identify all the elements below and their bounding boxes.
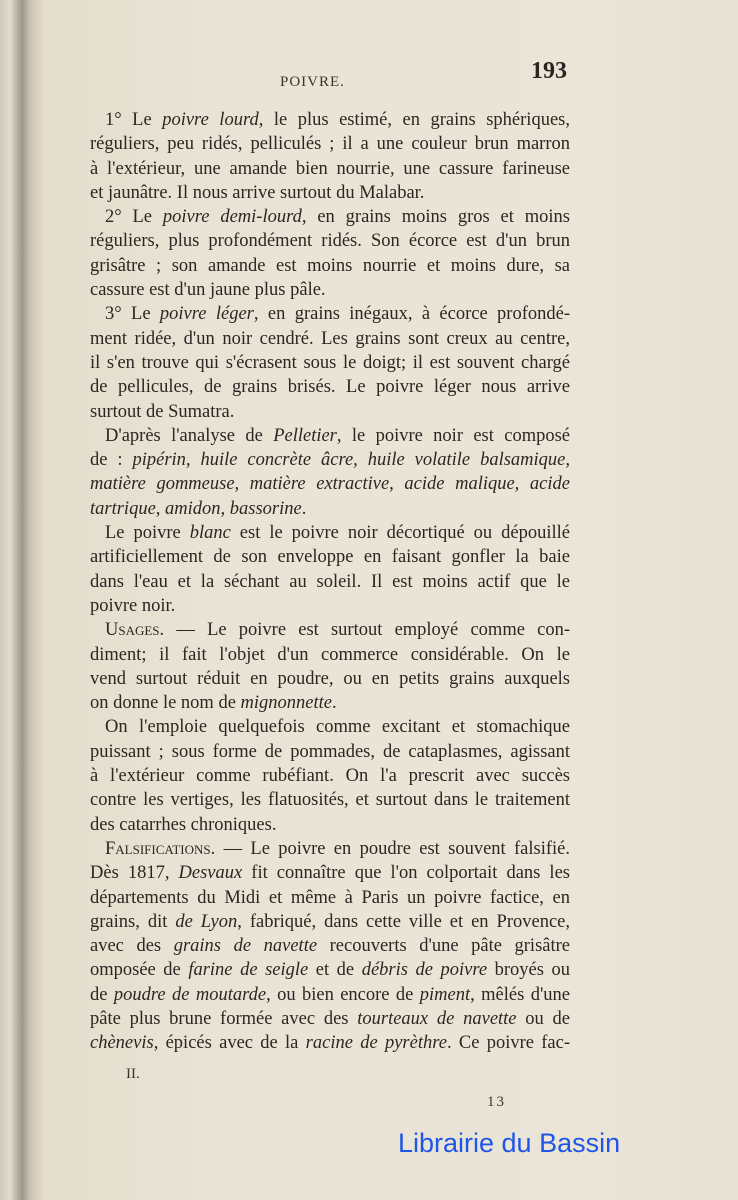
text-line-content [90, 351, 570, 375]
text-segment: recouverts d'une pâte grisâtre [317, 936, 570, 957]
text-segment: réguliers, peu ridés, pelliculés ; il a une couleur brun marron [90, 134, 570, 155]
text-line [90, 400, 570, 424]
text-line-content [105, 424, 570, 448]
text-segment: , en grains inégaux, à écorce profondé- [253, 304, 570, 325]
text-line [90, 837, 570, 861]
text-line [90, 570, 570, 594]
text-line [90, 375, 570, 399]
text-line-content [90, 472, 570, 496]
text-segment: , mêlés d'une [470, 984, 570, 1005]
text-segment: il s'en trouve qui s'écrasent sous le doigt; il est souvent chargé [90, 352, 570, 373]
text-line [90, 910, 570, 934]
text-segment: de : [90, 450, 133, 471]
text-line-content [90, 327, 570, 351]
text-line-content [90, 958, 570, 982]
text-segment: contre les vertiges, les flatuosités, et surtout dans le traitement [90, 790, 570, 811]
text-line-content [90, 788, 570, 812]
text-line [90, 715, 570, 739]
text-segment: 1° Le [105, 110, 163, 130]
italic-text: débris de poivre [361, 960, 488, 981]
text-line [90, 667, 570, 691]
text-line [90, 545, 570, 569]
italic-text: poivre léger [159, 304, 254, 325]
italic-text: pipérin, huile concrète âcre, huile volatile balsamique, [132, 450, 570, 471]
text-line-content [90, 1007, 570, 1031]
text-line [90, 788, 570, 812]
text-line-content [90, 448, 570, 472]
text-line [90, 764, 570, 788]
text-segment: avec des [90, 936, 174, 957]
text-line [90, 497, 570, 521]
text-line [90, 958, 570, 982]
text-segment: à l'extérieur, une amande bien nourrie, une cassure farineuse [90, 158, 570, 179]
text-line-content [90, 254, 570, 278]
text-segment: et de [308, 960, 362, 981]
text-line [90, 448, 570, 472]
text-segment: , en grains moins gros et moins [301, 207, 570, 228]
text-line [90, 1031, 570, 1055]
italic-text: Desvaux [178, 863, 243, 884]
italic-text: blanc [189, 523, 231, 544]
page-number: 193 [531, 58, 567, 84]
text-segment: diment; il fait l'objet d'un commerce considérable. On le [90, 644, 570, 665]
text-segment: . Ce poivre fac- [446, 1033, 570, 1054]
italic-text: poudre de moutarde [113, 984, 267, 1005]
text-line-content [105, 108, 570, 132]
text-segment: On l'emploie quelquefois comme excitant et stomachique [105, 717, 570, 738]
italic-text: grains de navette [173, 936, 318, 957]
text-segment: . [301, 498, 307, 519]
text-segment: omposée de [90, 960, 189, 981]
page-body-text [90, 108, 570, 1056]
text-line-content [105, 618, 570, 642]
text-line-content [105, 205, 570, 229]
text-segment: ou de [516, 1008, 571, 1029]
text-line-content [90, 910, 570, 934]
text-line-content [90, 545, 570, 569]
text-segment: surtout de Sumatra. [90, 401, 235, 422]
text-line-content [90, 132, 570, 156]
text-line-content [90, 229, 570, 253]
text-line-content [90, 497, 306, 521]
italic-text: chènevis [90, 1033, 154, 1054]
text-line-content [90, 570, 570, 594]
text-segment: , épicés avec de la [153, 1033, 306, 1054]
text-line [90, 691, 570, 715]
text-line [90, 327, 570, 351]
italic-text: de Lyon [175, 911, 238, 932]
text-segment: pâte plus brune formée avec des [90, 1008, 358, 1029]
text-segment: fit connaître que l'on colportait dans les [242, 863, 570, 884]
text-line-content [105, 837, 570, 861]
text-line-content [90, 983, 570, 1007]
text-segment: réguliers, plus profondément ridés. Son écorce est d'un brun [90, 231, 570, 252]
text-line [90, 472, 570, 496]
text-segment: et jaunâtre. Il nous arrive surtout du Malabar. [90, 182, 425, 203]
text-line-content [90, 667, 570, 691]
text-line [90, 278, 570, 302]
text-segment: , fabriqué, dans cette ville et en Provence, [237, 911, 570, 932]
text-line-content [90, 813, 276, 837]
text-line [90, 643, 570, 667]
italic-text: poivre lourd [162, 110, 259, 130]
text-line [90, 521, 570, 545]
text-line [90, 740, 570, 764]
italic-text: mignonnette [240, 693, 332, 714]
text-segment: Dès 1817, [90, 863, 179, 884]
text-line-content [90, 861, 570, 885]
text-segment: départements du Midi et même à Paris un poivre factice, en [90, 887, 570, 908]
text-line-content [105, 521, 570, 545]
text-segment: . [332, 693, 337, 714]
text-segment: vend surtout réduit en poudre, ou en petits grains auxquels [90, 668, 570, 689]
text-segment: ment ridée, d'un noir cendré. Les grains sont creux au centre, [90, 328, 570, 349]
text-segment: cassure est d'un jaune plus pâle. [90, 280, 326, 301]
text-line-content [90, 278, 326, 302]
text-line-content [105, 302, 570, 326]
text-segment: poivre noir. [90, 595, 176, 616]
text-line [90, 424, 570, 448]
text-segment: broyés ou [487, 960, 570, 981]
text-line [90, 983, 570, 1007]
text-segment: artificiellement de son enveloppe en faisant gonfler la baie [90, 547, 570, 568]
text-line-content [90, 740, 570, 764]
text-segment: de [90, 984, 114, 1005]
section-heading: Falsifications. [105, 838, 216, 859]
section-heading: Usages. [105, 620, 165, 641]
text-line [90, 861, 570, 885]
text-line [90, 1007, 570, 1031]
text-line [90, 157, 570, 181]
text-line-content [90, 934, 570, 958]
text-line [90, 181, 570, 205]
text-segment: — Le poivre en poudre est souvent falsifié. [215, 838, 570, 859]
text-segment: à l'extérieur comme rubéfiant. On l'a prescrit avec succès [90, 766, 570, 787]
text-line-content [90, 691, 337, 715]
italic-text: matière gommeuse, matière extractive, acide malique, acide [90, 474, 570, 495]
text-segment: de pellicules, de grains brisés. Le poivre léger nous arrive [90, 377, 570, 398]
volume-mark: II. [126, 1066, 140, 1082]
text-segment: grisâtre ; son amande est moins nourrie et moins dure, sa [90, 255, 570, 276]
text-line [90, 618, 570, 642]
text-line-content [90, 181, 424, 205]
italic-text: Pelletier [273, 425, 337, 446]
text-segment: D'après l'analyse de [105, 425, 274, 446]
signature-mark: 13 [487, 1094, 506, 1110]
text-line [90, 934, 570, 958]
italic-text: poivre demi-lourd [162, 207, 302, 228]
text-line-content [90, 400, 234, 424]
text-segment: 2° Le [105, 207, 163, 228]
text-segment: puissant ; sous forme de pommades, de cataplasmes, agissant [90, 741, 570, 762]
text-line [90, 813, 570, 837]
text-segment: des catarrhes chroniques. [90, 814, 277, 835]
text-line [90, 594, 570, 618]
italic-text: racine de pyrèthre [305, 1033, 447, 1054]
text-line [90, 302, 570, 326]
text-line-content [90, 157, 570, 181]
text-segment: Le poivre [105, 523, 190, 544]
text-line-content [90, 594, 175, 618]
text-segment: , le poivre noir est composé [336, 425, 570, 446]
text-line-content [90, 643, 570, 667]
text-line [90, 254, 570, 278]
italic-text: piment [419, 984, 471, 1005]
text-line [90, 108, 570, 132]
italic-text: tourteaux de navette [357, 1008, 517, 1029]
text-line-content [90, 764, 570, 788]
text-segment: dans l'eau et la séchant au soleil. Il est moins actif que le [90, 571, 570, 592]
text-segment: est le poivre noir décortiqué ou dépouillé [230, 523, 570, 544]
text-line-content [90, 375, 570, 399]
text-line [90, 132, 570, 156]
text-segment: , ou bien encore de [266, 984, 420, 1005]
running-title: POIVRE. [280, 74, 345, 90]
text-segment: grains, dit [90, 911, 176, 932]
text-segment: , le plus estimé, en grains sphériques, [258, 110, 570, 130]
text-segment: — Le poivre est surtout employé comme con- [164, 620, 570, 641]
text-segment: 3° Le [105, 304, 160, 325]
text-line-content [90, 1031, 570, 1055]
text-line [90, 229, 570, 253]
italic-text: farine de seigle [188, 960, 309, 981]
text-line-content [105, 715, 570, 739]
text-line [90, 351, 570, 375]
text-line [90, 886, 570, 910]
italic-text: tartrique, amidon, bassorine [90, 498, 302, 519]
text-line [90, 205, 570, 229]
text-line-content [90, 886, 570, 910]
text-segment: on donne le nom de [90, 693, 241, 714]
watermark: Librairie du Bassin [398, 1128, 621, 1158]
